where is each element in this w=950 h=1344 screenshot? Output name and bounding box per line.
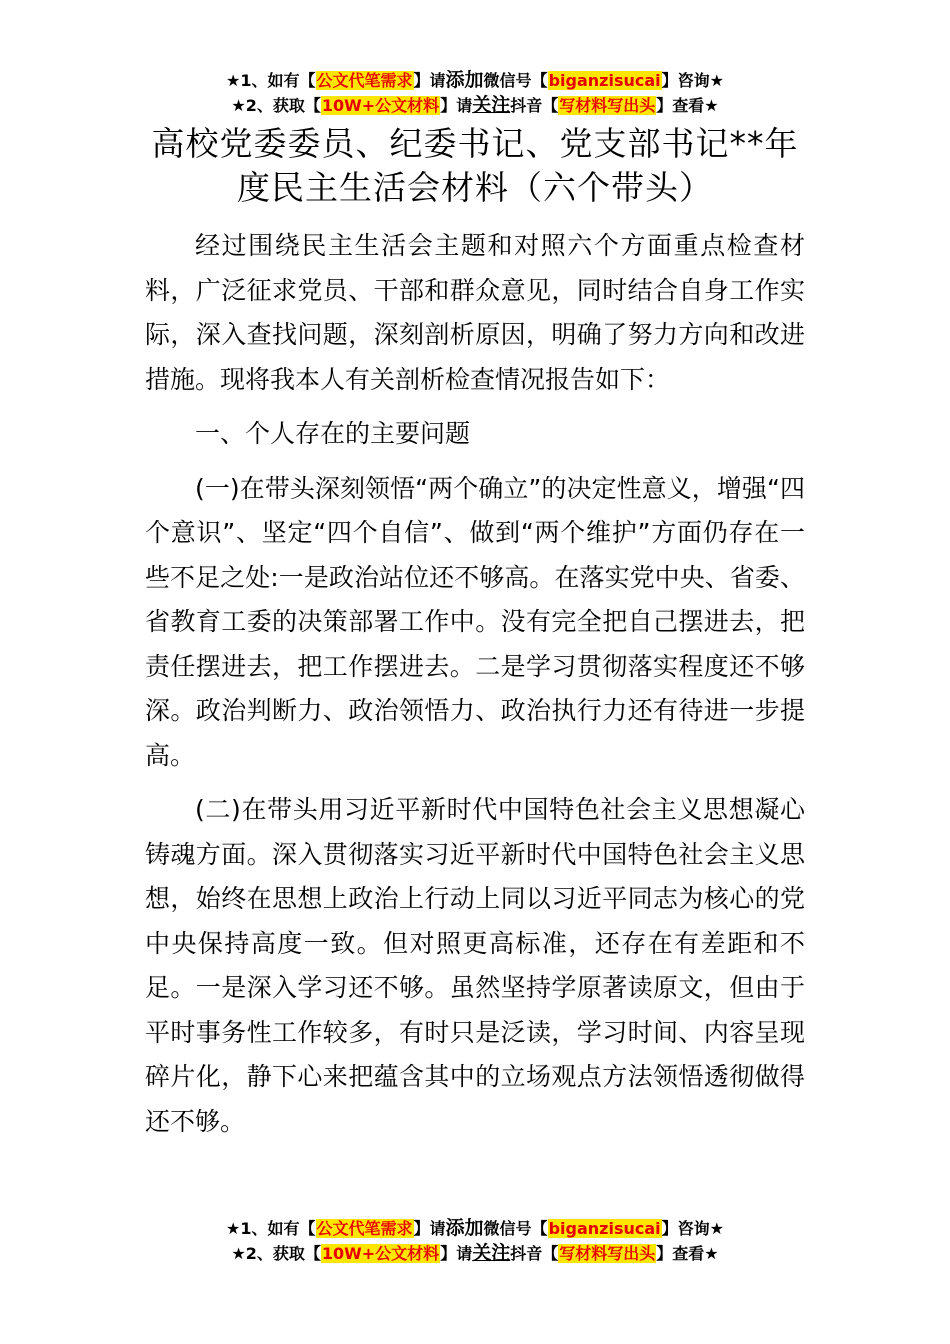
promo-banner-top bbox=[0, 68, 950, 118]
promo-text: 】请 bbox=[413, 1219, 446, 1238]
wechat-id-highlight: biganzisucai bbox=[548, 71, 661, 90]
star-icon: ★ bbox=[709, 71, 724, 90]
wechat-id-highlight: biganzisucai bbox=[548, 1219, 661, 1238]
promo-emphasis: 添加 bbox=[445, 69, 484, 91]
document-title: 高校党委委员、纪委书记、党支部书记**年度民主生活会材料（六个带头） bbox=[151, 124, 799, 207]
promo-emphasis: 关注 bbox=[472, 94, 511, 116]
intro-paragraph: 经过围绕民主生活会主题和对照六个方面重点检查材料，广泛征求党员、干部和群众意见，同时结合自身工作实际，深入查找问题，深刻剖析原因，明确了努力方向和改进措施。现将我本人有关剖析检查情况报告如下： bbox=[145, 231, 805, 394]
section-heading: 一、个人存在的主要问题 bbox=[195, 419, 471, 448]
promo-text: 抖音【 bbox=[510, 96, 559, 115]
promo-text: 1、如有【 bbox=[240, 1219, 316, 1238]
promo-text: 2、获取【 bbox=[245, 1244, 321, 1263]
star-icon: ★ bbox=[231, 96, 246, 115]
promo-line-2 bbox=[0, 93, 950, 118]
promo-text: 】查看 bbox=[656, 96, 705, 115]
promo-text: 】咨询 bbox=[661, 71, 710, 90]
body-paragraph: (一)在带头深刻领悟“两个确立”的决定性意义，增强“四个意识”、坚定“四个自信”、做到“两个维护”方面仍存在一些不足之处:一是政治站位还不够高。在落实党中央、省委、省教育工委的决策部署工作中。没有完全把自己摆进去，把责任摆进去，把工作摆进去。二是学习贯彻落实程度还不够深。政治判断力、政治领悟力、政治执行力还有待进一步提高。 bbox=[145, 473, 805, 770]
star-icon: ★ bbox=[704, 1244, 719, 1263]
promo-text: 微信号【 bbox=[483, 1219, 548, 1238]
promo-line-1 bbox=[0, 1216, 950, 1241]
star-icon: ★ bbox=[231, 1244, 246, 1263]
promo-highlight: 10W+公文材料 bbox=[321, 96, 440, 115]
douyin-highlight: 写材料写出头 bbox=[559, 96, 656, 115]
promo-emphasis: 添加 bbox=[445, 1217, 484, 1239]
promo-highlight: 公文代笔需求 bbox=[316, 1219, 413, 1238]
promo-text: 1、如有【 bbox=[240, 71, 316, 90]
promo-line-2 bbox=[0, 1241, 950, 1266]
promo-text: 抖音【 bbox=[510, 1244, 559, 1263]
body-paragraph: (二)在带头用习近平新时代中国特色社会主义思想凝心铸魂方面。深入贯彻落实习近平新时代中国特色社会主义思想，始终在思想上政治上行动上同以习近平同志为核心的党中央保持高度一致。但对照更高标准，还存在有差距和不足。一是深入学习还不够。虽然坚持学原著读原文，但由于平时事务性工作较多，有时只是泛读，学习时间、内容呈现碎片化，静下心来把蕴含其中的立场观点方法领悟透彻做得还不够。 bbox=[145, 795, 805, 1136]
promo-text: 】咨询 bbox=[661, 1219, 710, 1238]
promo-highlight: 10W+公文材料 bbox=[321, 1244, 440, 1263]
document-body bbox=[145, 224, 805, 1144]
promo-highlight: 公文代笔需求 bbox=[316, 71, 413, 90]
promo-text: 】请 bbox=[413, 71, 446, 90]
promo-text: 2、获取【 bbox=[245, 96, 321, 115]
promo-banner-bottom bbox=[0, 1216, 950, 1266]
promo-text: 】请 bbox=[440, 1244, 473, 1263]
star-icon: ★ bbox=[226, 1219, 241, 1238]
star-icon: ★ bbox=[704, 96, 719, 115]
promo-text: 】请 bbox=[440, 96, 473, 115]
promo-emphasis: 关注 bbox=[472, 1242, 511, 1264]
promo-text: 微信号【 bbox=[483, 71, 548, 90]
promo-text: 】查看 bbox=[656, 1244, 705, 1263]
star-icon: ★ bbox=[709, 1219, 724, 1238]
promo-line-1 bbox=[0, 68, 950, 93]
star-icon: ★ bbox=[226, 71, 241, 90]
douyin-highlight: 写材料写出头 bbox=[559, 1244, 656, 1263]
